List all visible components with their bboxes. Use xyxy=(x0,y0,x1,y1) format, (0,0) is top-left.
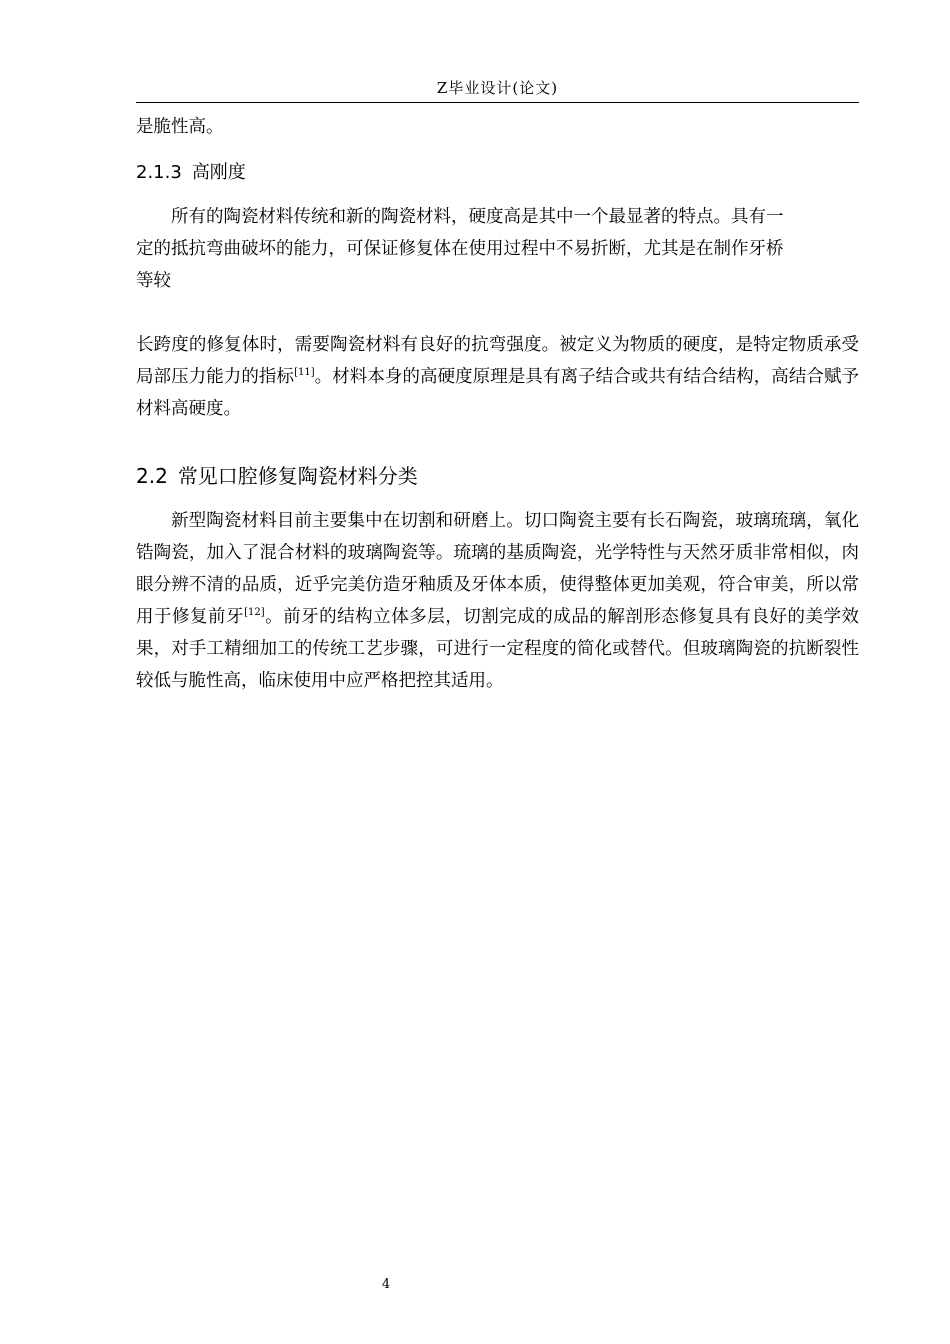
paragraph-2-text-b: 。材料本身的高硬度原理是具有离子结合或共有结合结构，高结合赋予材料高硬度。 xyxy=(136,367,860,419)
section-title: 高刚度 xyxy=(191,162,246,183)
running-header: Z毕业设计(论文) xyxy=(436,79,559,97)
section-heading-2-1-3 xyxy=(136,159,859,187)
paragraph-1-line-1: 所有的陶瓷材料传统和新的陶瓷材料，硬度高是其中一个最显著的特点。具有一 xyxy=(171,207,784,227)
paragraph-2 xyxy=(136,329,859,425)
paragraph-2-text-a: 长跨度的修复体时，需要陶瓷材料有良好的抗弯强度。被定义为物质的硬度，是特定物质承受局部压力能力的指标 xyxy=(136,335,859,387)
citation-11: [11] xyxy=(294,367,315,378)
page-number: 4 xyxy=(381,1277,391,1292)
paragraph-3-text-a: 新型陶瓷材料目前主要集中在切割和研磨上。切口陶瓷主要有长石陶瓷，玻璃琉璃，氧化锆陶瓷，加入了混合材料的玻璃陶瓷等。琉璃的基质陶瓷，光学特性与天然牙质非常相似，肉眼分辨不清的品质，近乎完美仿造牙釉质及牙体本质，使得整体更加美观，符合审美，所以常用于修复前牙 xyxy=(136,511,859,627)
section-number: 2.2 xyxy=(136,464,168,488)
paragraph-3-text-b: 。前牙的结构立体多层，切割完成的成品的解剖形态修复具有良好的美学效果，对手工精细加工的传统工艺步骤，可进行一定程度的简化或替代。但玻璃陶瓷的抗断裂性较低与脆性高，临床使用中应严格把控其适用。 xyxy=(136,607,860,691)
paragraph-1 xyxy=(136,201,859,297)
paragraph-3 xyxy=(136,505,859,697)
continuation-text: 是脆性高。 xyxy=(136,117,224,137)
citation-12: [12] xyxy=(244,607,265,618)
section-heading-2-2 xyxy=(136,461,859,491)
paragraph-1-line-3: 等较 xyxy=(136,271,171,291)
section-number: 2.1.3 xyxy=(136,162,182,183)
header-rule xyxy=(136,102,859,103)
paragraph-1-line-2: 定的抵抗弯曲破坏的能力，可保证修复体在使用过程中不易折断，尤其是在制作牙桥 xyxy=(136,239,784,259)
section-title: 常见口腔修复陶瓷材料分类 xyxy=(177,464,418,488)
